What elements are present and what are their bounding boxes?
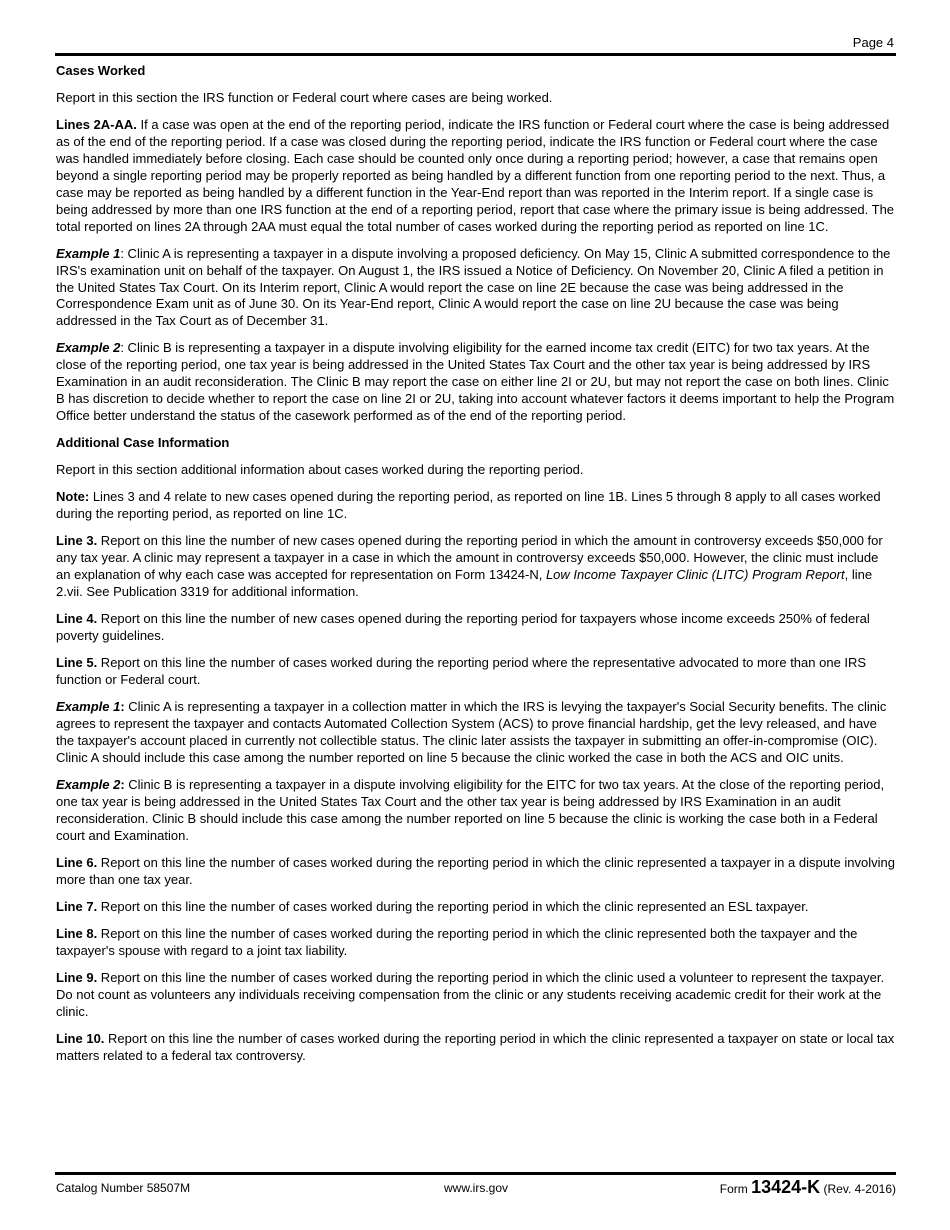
website-link[interactable]: www.irs.gov bbox=[443, 1181, 508, 1195]
line-3-text: Report on this line the number of new cases opened during the reporting period in which the amount in controversy exceeds $50,000 for any tax year. A clinic may represent a taxpayer in a case in which the amount in controversy exceeds $50,000. However, the clinic must include an explanation of why each case was accepted for representation on Form 13424-N, bbox=[56, 533, 883, 583]
line-10-text: Report on this line the number of cases worked during the reporting period in which the clinic represented a taxpayer on state or local tax matters related to a federal tax controversy. bbox=[56, 1030, 895, 1063]
line-3-label: Line 3. bbox=[56, 533, 98, 549]
lines-2a-aa-text: If a case was open at the end of the reporting period, indicate the IRS function or Federal court where the case is being addressed as of the end of the reporting period. If a case was closed during the reporting period, indicate the IRS function or Federal court where the case was handled immediately before closing. Each case should be counted only once during a reporting period; however, a case that remains open beyond a single reporting period may be properly reported as being handled by a different function from one reporting period to the next. Thus, a case may be reported as being handled by a different function in the Year-End report than was reported in the Interim report. If a single case is being addressed by more than one IRS function at the end of a reporting period, report that case where the primary issue is being addressed. The total reported on lines 2A through 2AA must equal the total number of cases worked during the reporting period as reported on line 1C. bbox=[56, 117, 895, 234]
line-6-paragraph bbox=[56, 855, 896, 889]
line-4-label: Line 4. bbox=[56, 611, 98, 627]
example-2-paragraph bbox=[56, 340, 896, 425]
form-prefix: Form bbox=[719, 1182, 748, 1196]
example-1-label: Example 1 bbox=[56, 245, 121, 261]
line-5-label: Line 5. bbox=[56, 655, 98, 671]
line-8-paragraph bbox=[56, 926, 896, 960]
line-5-example-1-text: Clinic A is representing a taxpayer in a collection matter in which the IRS is levying the taxpayer's Social Security benefits. The clinic agrees to represent the taxpayer and contacts Automated Collection System (ACS) to prove financial hardship, get the levy released, and have the taxpayer's account placed in currently not collectible status. The clinic later assists the taxpayer in submitting an offer-in-compromise (OIC). Clinic A should include this case among the number reported on line 5 because the clinic worked the case in both the ACS and OIC units. bbox=[56, 699, 887, 765]
example-1-text: : Clinic A is representing a taxpayer in a dispute involving a proposed deficiency. On May 15, Clinic A submitted correspondence to the IRS's examination unit on behalf of the taxpayer. On August 1, the IRS issued a Notice of Deficiency. On November 20, Clinic A filed a petition in the United States Tax Court. On its Interim report, Clinic A would report the case on line 2E because the case was being addressed in the Correspondence Exam unit as of June 30. On its Year-End report, Clinic A would report the case on line 2U because the case was being addressed in the Tax Court as of December 31. bbox=[56, 245, 891, 329]
line-5-example-2-paragraph bbox=[56, 777, 896, 845]
line-5-example-1-paragraph bbox=[56, 699, 896, 767]
line-5-example-2-colon: : bbox=[120, 776, 125, 792]
line-7-label: Line 7. bbox=[56, 898, 98, 914]
line-5-example-1-colon: : bbox=[120, 699, 125, 715]
line-4-text: Report on this line the number of new cases opened during the reporting period for taxpayers whose income exceeds 250% of federal poverty guidelines. bbox=[56, 611, 870, 644]
form-number: 13424-K bbox=[751, 1177, 821, 1197]
page-content bbox=[56, 63, 896, 1075]
cases-worked-intro: Report in this section the IRS function or Federal court where cases are being worked. bbox=[56, 90, 553, 106]
line-5-text: Report on this line the number of cases worked during the reporting period where the representative advocated to more than one IRS function or Federal court. bbox=[56, 655, 867, 688]
section-title-cases-worked: Cases Worked bbox=[56, 63, 146, 78]
note-text: Lines 3 and 4 relate to new cases opened during the reporting period, as reported on line 1B. Lines 5 through 8 apply to all cases worked during the reporting period, as reported on line 1C. bbox=[56, 489, 881, 522]
additional-intro: Report in this section additional information about cases worked during the reporting period. bbox=[56, 462, 584, 478]
line-7-paragraph bbox=[56, 899, 896, 916]
line-10-label: Line 10. bbox=[56, 1030, 105, 1046]
page-footer bbox=[56, 1177, 896, 1199]
line-3-text-after: , line 2.vii. See Publication 3319 for additional information. bbox=[56, 567, 873, 600]
line-4-paragraph bbox=[56, 611, 896, 645]
example-2-text: : Clinic B is representing a taxpayer in a dispute involving eligibility for the earned income tax credit (EITC) for two tax years. At the close of the reporting period, one tax year is being addressed in the United States Tax Court and the other tax year is being addressed by IRS Examination in an audit reconsideration. The Clinic B may report the case on either line 2I or 2U, but may not report the case on both lines. Clinic B has discretion to decide whether to report the case on line 2I or 2U, taking into account whatever factors it deems important to help the Program Office better understand the status of the casework performed as of the end of the reporting period. bbox=[56, 340, 895, 424]
line-5-example-2-label: Example 2 bbox=[56, 776, 121, 792]
line-6-text: Report on this line the number of cases worked during the reporting period in which the clinic represented a taxpayer in a dispute involving more than one tax year. bbox=[56, 854, 895, 887]
line-8-label: Line 8. bbox=[56, 925, 98, 941]
bottom-rule bbox=[55, 1172, 896, 1175]
catalog-number: Catalog Number 58507M bbox=[56, 1181, 191, 1195]
line-10-paragraph bbox=[56, 1031, 896, 1065]
top-rule bbox=[55, 53, 896, 56]
lines-2a-aa-label: Lines 2A-AA. bbox=[56, 117, 137, 133]
line-5-paragraph bbox=[56, 655, 896, 689]
line-9-paragraph bbox=[56, 970, 896, 1021]
line-9-text: Report on this line the number of cases worked during the reporting period in which the clinic used a volunteer to represent the taxpayer. Do not count as volunteers any individuals receiving compensation from the clinic or any students receiving academic credit for their work at the clinic. bbox=[56, 969, 885, 1019]
lines-2a-aa-paragraph bbox=[56, 117, 896, 235]
example-2-label: Example 2 bbox=[56, 340, 121, 356]
note-paragraph bbox=[56, 489, 896, 523]
form-revision: (Rev. 4-2016) bbox=[823, 1182, 896, 1196]
line-6-label: Line 6. bbox=[56, 854, 98, 870]
line-8-text: Report on this line the number of cases worked during the reporting period in which the clinic represented both the taxpayer and the taxpayer's spouse with regard to a joint tax liability. bbox=[56, 925, 858, 958]
page-number: Page 4 bbox=[852, 35, 894, 50]
line-3-paragraph bbox=[56, 533, 896, 601]
line-5-example-1-label: Example 1 bbox=[56, 699, 121, 715]
note-label: Note: bbox=[56, 489, 90, 505]
form-identifier bbox=[720, 1177, 896, 1198]
line-9-label: Line 9. bbox=[56, 969, 98, 985]
example-1-paragraph bbox=[56, 246, 896, 331]
section-title-additional: Additional Case Information bbox=[56, 435, 230, 451]
line-3-form-title: Low Income Taxpayer Clinic (LITC) Program Report bbox=[545, 567, 845, 583]
line-7-text: Report on this line the number of cases worked during the reporting period in which the clinic represented an ESL taxpayer. bbox=[97, 898, 809, 914]
line-5-example-2-text: Clinic B is representing a taxpayer in a dispute involving eligibility for the EITC for two tax years. At the close of the reporting period, one tax year is being addressed in the United States Tax Court and the other tax year is being addressed by IRS Examination in an audit reconsideration. Clinic B should include this case among the number reported on line 5 because the clinic is working the case both in a Federal court and Examination. bbox=[56, 776, 885, 843]
